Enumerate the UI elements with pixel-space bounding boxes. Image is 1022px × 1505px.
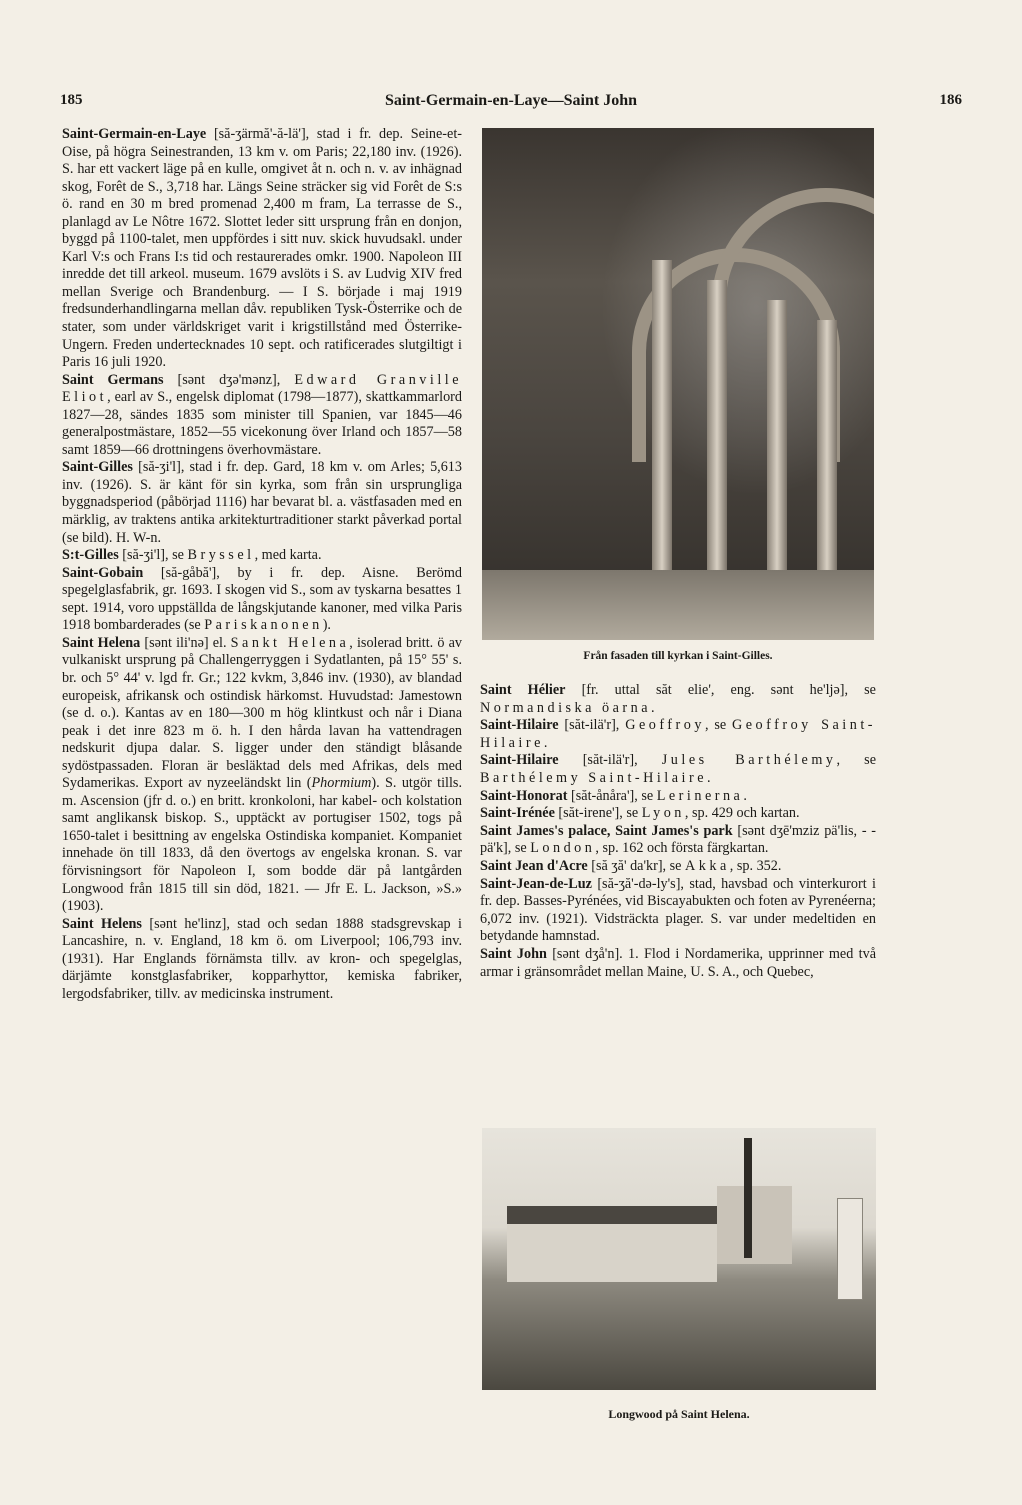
column-shape (767, 300, 787, 580)
dictionary-entry (62, 565, 462, 635)
page-number-left: 185 (60, 92, 83, 108)
entry-text: Geoffroy Saint-Hilaire (480, 717, 876, 751)
entry-text: . (707, 769, 711, 786)
entry-text: Normandiska öarna (480, 699, 651, 716)
entry-text: [să-ʒă'-də-ly's], stad, havsbad och vinterkurort i fr. dep. Basses-Pyrénées, vid Biscayabukten och foten av Pyrenéerna; 6,072 inv. (1921). Vidsträckta plager. S. var under medeltiden en betydande hamnstad. (480, 875, 876, 945)
entry-text: [sənt dʒə'mənz], (163, 371, 295, 388)
entry-text: ). S. utgör tills. m. Ascension (jfr d. o.) en britt. kronkoloni, har kabel- och kolstation samt anglikansk biskop. S., upptäckt av portugiser 1502, togs på 1650-talet i besittning av engelska Ostindiska kompaniet. Kompaniet innehade ön till 1833, då den övertogs av engelska kronan. S. var förvisningsort för Napoleon I, som bodde där på lantgården Longwood från 1815 till sin död, 1821. — Jfr E. L. Jackson, »S.» (1903). (62, 775, 462, 915)
entry-text: Sankt Helena (230, 634, 350, 651)
column-shape (652, 260, 672, 580)
right-text-column (480, 682, 876, 981)
entry-text: , sp. 162 och första färgkartan. (595, 840, 769, 857)
entry-text: [sənt dʒå'n]. 1. Flod i Nordamerika, upprinner med två armar i gränsområdet mellan Maine, U. S. A., och Quebec, (480, 945, 876, 980)
dictionary-entry (480, 946, 876, 981)
arch-shape (712, 188, 874, 462)
entry-headword: Saint John (480, 945, 547, 962)
entry-text: [să-ʒärmă'-ă-lä'], stad i fr. dep. Seine-et-Oise, på högra Seinestranden, 13 km v. om Paris; 22,180 inv. (1926). S. har ett vackert läge på en kulle, omgivet åt n. och n. v. av inhägnad skog, Forêt de S., 3,718 har. Längs Seine sträcker sig vid Forêt de S:s ö. rand en 30 m bred promenad 2,400 m fram, La terrasse de S., planlagd av Le Nôtre 1672. Slottet leder sitt ursprung från en donjon, byggd på 1100-talet, men uppfördes i sitt nuv. skick huvudsakl. under Karl V:s och Frans I:s tid och restaurerades omkr. 1900. Napoleon III inredde det till arkeol. museum. 1679 avslöts i S. av Ludvig XIV fred mellan Sverige och Brandenburg. — I S. började i maj 1919 fredsunderhandlingarna mellan dåv. republiken Tysk-Österrike och de stater, som under världskriget varit i krigstillstånd med Österrike-Ungern. Freden undertecknades 10 sept. och ratificerades slutgiltigt i Paris 16 juli 1920. (62, 126, 462, 371)
left-text-column (62, 126, 462, 1003)
figure-caption-top: Från fasaden till kyrkan i Saint-Gilles. (583, 650, 773, 662)
entry-text: , med karta. (254, 547, 322, 564)
entry-text: Edward Granville Eliot (62, 371, 463, 406)
entry-headword: Saint Helena (62, 634, 141, 651)
entry-text: , earl av S., engelsk diplomat (1798—1877), skattkammarlord 1827—28, sändes 1835 som minister till Spanien, var 1845—46 generalpostmästare, 1852—55 vicekonung över Irland och 1857—58 samt 1859—66 drottningens överhovmästare. (62, 389, 462, 458)
dictionary-entry (480, 788, 876, 806)
dictionary-entry (62, 916, 462, 1004)
dictionary-entry (480, 805, 876, 823)
entry-headword: Saint-Honorat (480, 787, 568, 804)
entry-text: Pariskanonen (204, 617, 323, 634)
longwood-house-photo (482, 1128, 876, 1390)
dictionary-entry (62, 459, 462, 547)
entry-text: . (743, 787, 747, 804)
entry-text: Barthélemy Saint-Hilaire (480, 769, 708, 786)
entry-text: ). (322, 617, 331, 634)
entry-text: [să ʒă' da'kr], se (587, 857, 686, 874)
dictionary-entry (62, 126, 462, 372)
dictionary-entry (480, 858, 876, 876)
entry-headword: Saint James's palace, Saint James's park (480, 822, 733, 839)
entry-text: [sənt he'linz], stad och sedan 1888 stadsgrevskap i Lancashire, n. v. England, 18 km ö. om Liverpool; 106,793 inv. (1931). Har Englands förnämsta tillv. av kron- och spegelglas, därjämte konstglasfabriker, kopparhyttor, kemiska fabriker, lergodsfabriker, tillv. av medicinska instrument. (62, 915, 462, 1002)
entry-text: [fr. uttal săt elie', eng. sənt he'ljə], se (565, 682, 876, 698)
entry-headword: Saint Hélier (480, 682, 566, 698)
entry-headword: Saint-Hilaire (480, 717, 559, 734)
entry-headword: S:t-Gilles (62, 547, 119, 564)
figure-caption-bottom: Longwood på Saint Helena. (608, 1407, 750, 1421)
entry-text: Lyon (641, 805, 685, 822)
entry-text: [să-gåbă'], by i fr. dep. Aisne. Berömd spegelglasfabrik, gr. 1693. I skogen vid S., som av tyskarna besattes 1 sept. 1914, voro uppställda de långskjutande kanoner, med vilka Paris 1918 bombarderades (se (62, 564, 462, 634)
entry-text: . (543, 734, 548, 751)
house-shape (507, 1206, 717, 1282)
column-shape (707, 280, 727, 580)
running-head: Saint-Germain-en-Laye—Saint John (384, 92, 637, 109)
entry-text: [sənt ili'nə] el. (140, 634, 231, 651)
entry-text: Lerinerna (656, 787, 744, 804)
entry-text: [să-ʒi'l], se (118, 547, 188, 564)
entry-headword: Saint-Jean-de-Luz (480, 875, 592, 892)
entry-headword: Saint-Gobain (62, 564, 144, 581)
dictionary-entry (480, 752, 876, 787)
entry-text: Bryssel (187, 547, 255, 564)
entry-text: , sp. 429 och kartan. (684, 805, 800, 822)
dictionary-entry (62, 547, 462, 565)
entry-text: , isolerad britt. ö av vulkaniskt ursprung på Challengerryggen i Sydatlanten, på 15° 55' s. br. och 5° 44' v. lgd fr. Gr.; 122 kvkm, 3,846 inv. (1930), av blandad europeisk, afrikansk och ostindisk härkomst. Huvudstad: Jamestown (se d. o.). Kantas av en 180—300 m hög klintkust och når i Diana peak i det inre 823 m ö. h. I den hårda lavan ha vattendragen nedskurit djupa dalar. S. ligger under den ständigt blåsande sydöstpassaden. Floran är besläktad dels med Afrikas, dels med Sydamerikas. Export av nyzeeländskt lin ( (62, 634, 462, 792)
dictionary-entry (480, 876, 876, 946)
column-shape (817, 320, 837, 580)
page-number-right: 186 (939, 92, 962, 108)
entry-text: , sp. 352. (729, 857, 782, 874)
entry-text: Geoffroy (625, 717, 705, 734)
entry-headword: Saint-Irénée (480, 805, 555, 822)
entry-text: [sənt dʒē'mziz pä'lis, - -pä'k], se (480, 822, 876, 857)
entry-text: [săt-ilä'r], (558, 717, 626, 734)
entry-headword: Saint-Gilles (62, 459, 133, 476)
entry-text: , se (836, 752, 876, 769)
gate-pillar-shape (837, 1198, 863, 1300)
dictionary-entry (480, 717, 876, 752)
dictionary-entry (62, 635, 462, 916)
entry-text: Phormium (311, 775, 372, 792)
dictionary-entry (62, 372, 462, 460)
stone-steps (482, 570, 874, 640)
entry-headword: Saint Helens (62, 915, 142, 932)
dictionary-entry (480, 682, 876, 717)
saint-gilles-church-photo (482, 128, 874, 640)
entry-headword: Saint Jean d'Acre (480, 857, 588, 874)
entry-text: [săt-ånåra'], se (567, 787, 657, 804)
page-header (60, 92, 962, 114)
entry-text: [săt-ilä'r], (558, 752, 662, 769)
entry-text: Jules Barthélemy (661, 752, 837, 769)
entry-text: Akka (685, 857, 730, 874)
entry-text: , se (704, 717, 733, 734)
entry-text: . (651, 699, 655, 716)
entry-headword: Saint Germans (62, 371, 164, 388)
entry-text: London (530, 840, 596, 857)
house-wing-shape (717, 1186, 792, 1264)
entry-text: [să-ʒi'l], stad i fr. dep. Gard, 18 km v. om Arles; 5,613 inv. (1926). S. är känt för sin kyrka, som från sin ursprungliga byggnadsperiod (påbörjad 1116) har bevarat bl. a. västfasaden med en märklig, av traktens antika arkitekturtraditioner starkt påverkad portal (se bild). H. W-n. (62, 459, 462, 546)
tree-shape (744, 1138, 752, 1258)
entry-headword: Saint-Hilaire (480, 752, 559, 769)
entry-headword: Saint-Germain-en-Laye (62, 126, 207, 142)
entry-text: [săt-irene'], se (554, 805, 642, 822)
dictionary-entry (480, 823, 876, 858)
